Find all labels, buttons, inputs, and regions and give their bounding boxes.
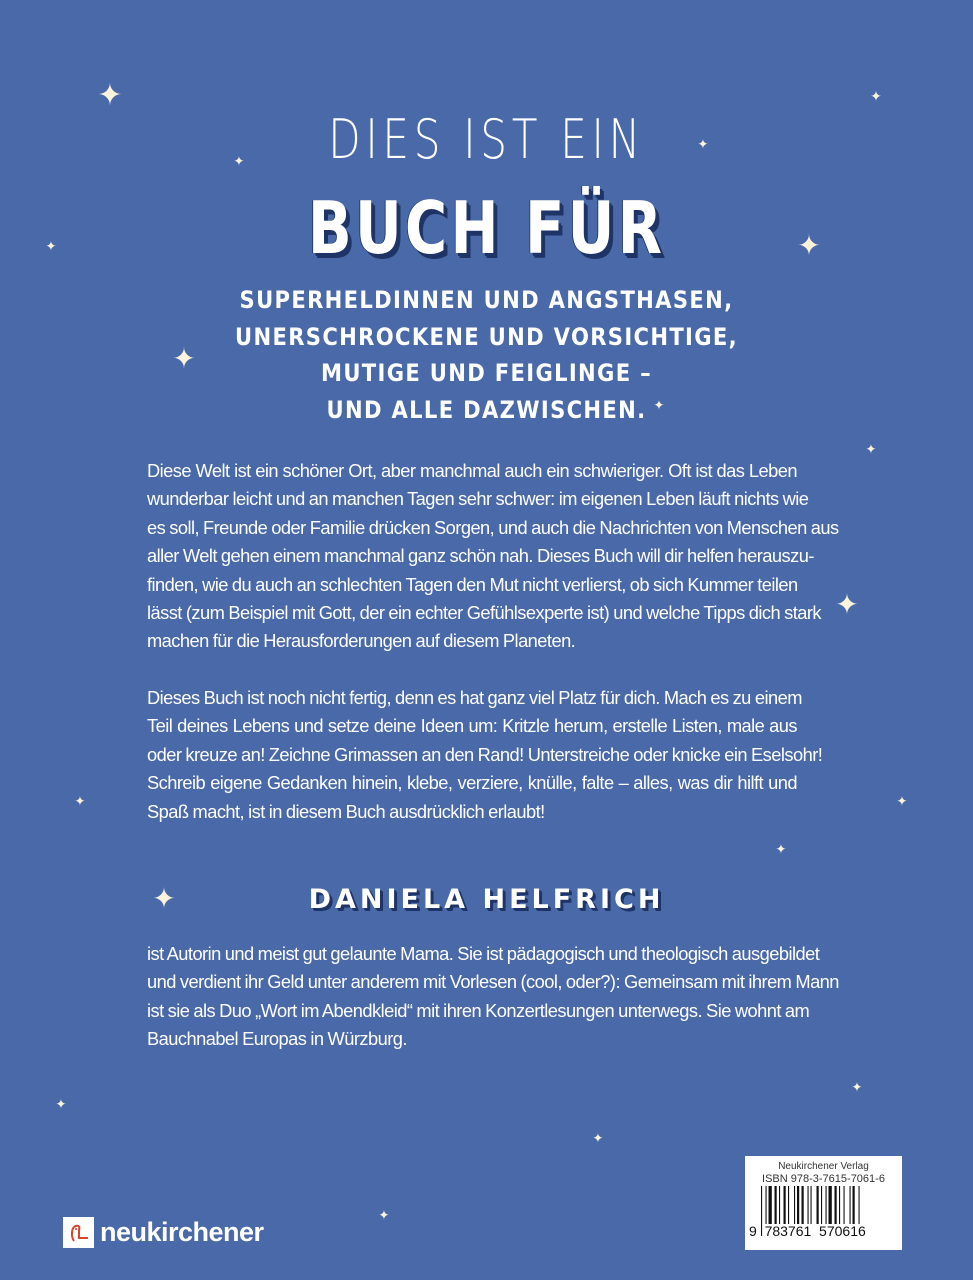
barcode-bar bbox=[850, 1186, 851, 1224]
barcode-bar bbox=[859, 1186, 860, 1224]
barcode-digits: 9 783761 570616 bbox=[749, 1223, 866, 1239]
sparkle-icon: ✦ bbox=[896, 793, 908, 809]
sparkle-icon: ✦ bbox=[653, 397, 665, 413]
bird-logo-icon bbox=[63, 1217, 94, 1248]
publisher-name: neukirchener bbox=[100, 1217, 264, 1247]
barcode-bar bbox=[835, 1186, 837, 1224]
sparkle-icon: ✦ bbox=[592, 1130, 604, 1146]
barcode-bar bbox=[844, 1186, 845, 1224]
subtitle bbox=[0, 282, 973, 428]
headline-small: DIES IST EIN bbox=[328, 108, 645, 171]
sparkle-icon: ✦ bbox=[775, 841, 787, 857]
barcode-bar bbox=[853, 1186, 855, 1224]
barcode-bar bbox=[775, 1186, 777, 1224]
barcode-bar bbox=[839, 1186, 840, 1224]
barcode-bar bbox=[821, 1186, 822, 1224]
sparkle-icon: ✦ bbox=[835, 589, 859, 620]
sparkle-icon: ✦ bbox=[851, 1079, 863, 1095]
sparkle-icon: ✦ bbox=[697, 136, 709, 152]
text-line: Schreib eigene Gedanken hinein, klebe, verziere, knülle, falte – alles, was dir hilft und bbox=[147, 772, 797, 794]
isbn-number: ISBN 978-3-7615-7061-6 bbox=[762, 1173, 885, 1185]
text-line: wunderbar leicht und an manchen Tagen sehr schwer: im eigenen Leben läuft nichts wie bbox=[147, 488, 809, 510]
barcode-bar bbox=[802, 1186, 804, 1224]
text-line: finden, wie du auch an schlechten Tagen den Mut nicht verlierst, ob sich Kummer teilen bbox=[147, 573, 798, 595]
barcode-bar bbox=[817, 1186, 819, 1224]
text-line: Spaß macht, ist in diesem Buch ausdrücklich erlaubt! bbox=[147, 800, 545, 822]
sparkle-icon: ✦ bbox=[233, 153, 245, 169]
barcode-bar bbox=[811, 1186, 812, 1224]
barcode-bar bbox=[779, 1186, 780, 1224]
isbn-publisher: Neukirchener Verlag bbox=[778, 1161, 869, 1172]
barcode-bar bbox=[826, 1186, 827, 1224]
headline-large: BUCH FÜR bbox=[307, 186, 666, 270]
publisher-logo bbox=[63, 1217, 264, 1248]
sparkle-icon: ✦ bbox=[152, 883, 176, 914]
sparkle-icon: ✦ bbox=[378, 1207, 390, 1223]
isbn-barcode-box bbox=[745, 1156, 902, 1250]
sparkle-icon: ✦ bbox=[97, 79, 123, 112]
text-line: lässt (zum Beispiel mit Gott, der ein echter Gefühlsexperte ist) und welche Tipps dich stark bbox=[147, 602, 821, 624]
text-line: ist Autorin und meist gut gelaunte Mama. Sie ist pädagogisch und theologisch ausgebildet bbox=[147, 943, 820, 964]
sparkle-icon: ✦ bbox=[797, 230, 821, 261]
text-line: oder kreuze an! Zeichne Grimassen an den Rand! Unterstreiche oder knicke ein Eselsohr! bbox=[147, 743, 823, 765]
author-name: DANIELA HELFRICH bbox=[308, 884, 665, 915]
sparkle-icon: ✦ bbox=[45, 238, 57, 254]
sparkle-icon: ✦ bbox=[865, 441, 877, 457]
text-line: machen für die Herausforderungen auf diesem Planeten. bbox=[147, 630, 576, 652]
text-line: und verdient ihr Geld unter anderem mit Vorlesen (cool, oder?): Gemeinsam mit ihrem Mann bbox=[147, 971, 839, 993]
text-line: es soll, Freunde oder Familie drücken Sorgen, und auch die Nachrichten von Menschen aus bbox=[147, 516, 839, 538]
text-line: Bauchnabel Europas in Würzburg. bbox=[147, 1028, 407, 1050]
sparkle-icon: ✦ bbox=[74, 793, 86, 809]
barcode-bar bbox=[766, 1186, 767, 1224]
author-bio bbox=[147, 940, 839, 1054]
barcode-bar bbox=[794, 1186, 795, 1224]
text-line: aller Welt gehen einem manchmal ganz schön nah. Dieses Buch will dir helfen herauszu- bbox=[147, 545, 814, 567]
barcode-bar bbox=[788, 1186, 789, 1224]
barcode-bar bbox=[808, 1186, 809, 1224]
text-line: Diese Welt ist ein schöner Ort, aber manchmal auch ein schwieriger. Oft ist das Leben bbox=[147, 460, 797, 481]
blurb-paragraph-2 bbox=[147, 684, 823, 826]
barcode-bar bbox=[784, 1186, 786, 1224]
subtitle-line: UNERSCHROCKENE UND VORSICHTIGE, bbox=[234, 322, 738, 351]
subtitle-line: UND ALLE DAZWISCHEN. bbox=[326, 395, 647, 424]
subtitle-line: SUPERHELDINNEN UND ANGSTHASEN, bbox=[239, 286, 734, 314]
text-line: Dieses Buch ist noch nicht fertig, denn es hat ganz viel Platz für dich. Mach es zu einem bbox=[147, 687, 802, 708]
sparkle-icon: ✦ bbox=[870, 88, 882, 104]
barcode-bar bbox=[769, 1186, 772, 1224]
sparkle-icon: ✦ bbox=[55, 1096, 67, 1112]
subtitle-line: MUTIGE UND FEIGLINGE – bbox=[320, 359, 653, 387]
barcode-bar bbox=[829, 1186, 832, 1224]
blurb-paragraph-1 bbox=[147, 457, 839, 656]
barcode-bar bbox=[797, 1186, 799, 1224]
sparkle-icon: ✦ bbox=[172, 343, 196, 374]
text-line: Teil deines Lebens und setze deine Ideen um: Kritzle herum, erstelle Listen, male aus bbox=[147, 715, 797, 737]
text-line: ist sie als Duo „Wort im Abendkleid“ mit ihren Konzertlesungen unterwegs. Sie wohnt am bbox=[147, 999, 810, 1021]
